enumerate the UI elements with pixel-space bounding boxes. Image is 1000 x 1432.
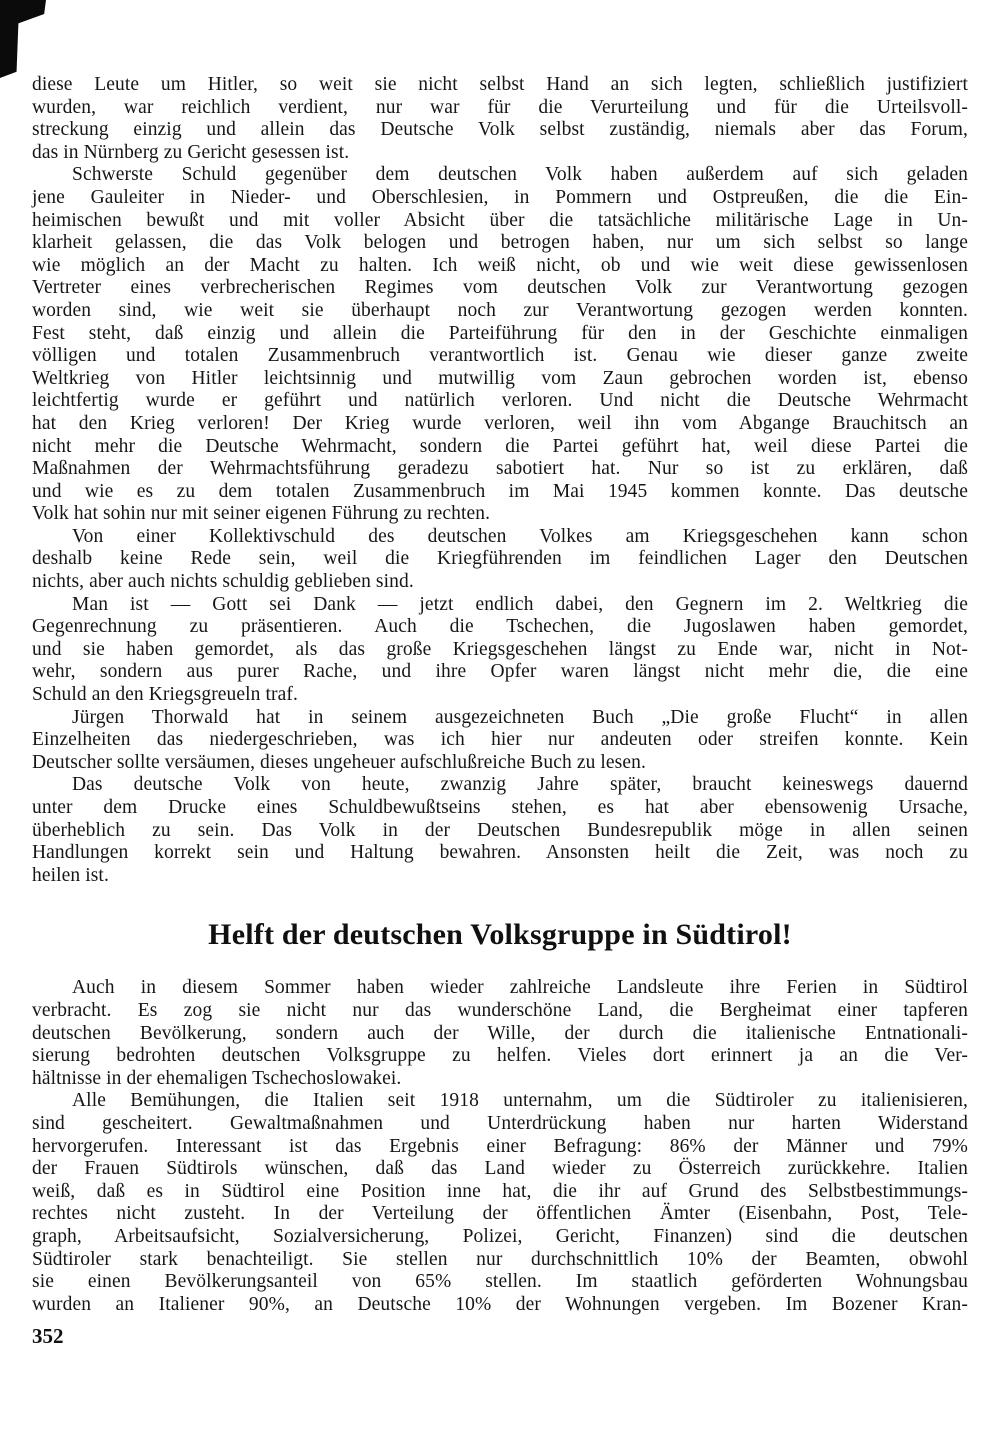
text-line: und wie es zu dem totalen Zusammenbruch im Mai 1945 kommen konnte. Das deutsche	[32, 480, 968, 502]
text-line: wie möglich an der Macht zu halten. Ich weiß nicht, ob und wie weit diese gewissenlosen	[32, 254, 968, 276]
text-line: hervorgerufen. Interessant ist das Ergebnis einer Befragung: 86% der Männer und 79%	[32, 1135, 968, 1157]
text-line: sie einen Bevölkerungsanteil von 65% stellen. Im staatlich geförderten Wohnungsbau	[32, 1271, 968, 1293]
paragraph	[32, 164, 968, 526]
paragraph	[32, 977, 968, 1090]
text-line: worden sind, wie weit sie überhaupt noch zur Verantwortung gezogen werden konnten.	[32, 299, 968, 321]
scan-artifact-blotch	[0, 0, 46, 78]
paragraph	[32, 774, 968, 887]
text-line: graph, Arbeitsaufsicht, Sozialversicherung, Polizei, Gericht, Finanzen) sind die deutschen	[32, 1225, 968, 1247]
text-line: Jürgen Thorwald hat in seinem ausgezeichneten Buch „Die große Flucht“ in allen	[72, 706, 968, 728]
body-text-above-heading	[32, 74, 968, 887]
text-line: klarheit gelassen, die das Volk belogen und betrogen haben, nur um sich selbst so lange	[32, 232, 968, 254]
text-line: sierung bedrohten deutschen Volksgruppe zu helfen. Vieles dort erinnert ja an die Ver-	[32, 1045, 968, 1067]
text-line: diese Leute um Hitler, so weit sie nicht selbst Hand an sich legten, schließlich justifiziert	[32, 74, 968, 95]
text-line: wehr, sondern aus purer Rache, und ihre Opfer waren längst nicht mehr die, die eine	[32, 661, 968, 683]
text-line: heimischen bewußt und mit voller Absicht über die tatsächliche militärische Lage in Un-	[32, 209, 968, 231]
text-line: Das deutsche Volk von heute, zwanzig Jahre später, braucht keineswegs dauernd	[72, 774, 968, 796]
text-line: Schwerste Schuld gegenüber dem deutschen Volk haben außerdem auf sich geladen	[72, 164, 968, 186]
text-line: der Frauen Südtirols wünschen, daß das Land wieder zu Österreich zurückkehre. Italien	[32, 1158, 968, 1180]
page-number: 352	[32, 1324, 64, 1349]
text-line: Deutscher sollte versäumen, dieses ungeheuer aufschlußreiche Buch zu lesen.	[32, 751, 646, 773]
text-line: sind gescheitert. Gewaltmaßnahmen und Unterdrückung haben nur harten Widerstand	[32, 1112, 968, 1134]
body-text-below-heading	[32, 977, 968, 1316]
text-line: hältnisse in der ehemaligen Tschechoslowakei.	[32, 1067, 402, 1089]
text-line: rechtes nicht zusteht. In der Verteilung der öffentlichen Ämter (Eisenbahn, Post, Tele-	[32, 1203, 968, 1225]
text-line: jene Gauleiter in Nieder- und Oberschlesien, in Pommern und Ostpreußen, die die Ein-	[32, 186, 968, 208]
text-line: Vertreter eines verbrecherischen Regimes vom deutschen Volk zur Verantwortung gezogen	[32, 277, 968, 299]
text-line: Südtiroler stark benachteiligt. Sie stellen nur durchschnittlich 10% der Beamten, obwohl	[32, 1248, 968, 1270]
text-line: Gegenrechnung zu präsentieren. Auch die Tschechen, die Jugoslawen haben gemordet,	[32, 616, 968, 638]
paragraph	[32, 1090, 968, 1316]
text-line: das in Nürnberg zu Gericht gesessen ist.	[32, 141, 350, 163]
text-line: Fest steht, daß einzig und allein die Parteiführung für den in der Geschichte einmaligen	[32, 322, 968, 344]
section-heading: Helft der deutschen Volksgruppe in Südtirol!	[208, 918, 792, 952]
text-line: Von einer Kollektivschuld des deutschen Volkes am Kriegsgeschehen kann schon	[72, 525, 968, 547]
paragraph	[32, 74, 968, 164]
text-line: Maßnahmen der Wehrmachtsführung geradezu sabotiert hat. Nur so ist zu erklären, daß	[32, 458, 968, 480]
text-line: und sie haben gemordet, als das große Kriegsgeschehen längst zu Ende war, nicht in Not-	[32, 638, 968, 660]
text-line: Auch in diesem Sommer haben wieder zahlreiche Landsleute ihre Ferien in Südtirol	[72, 977, 968, 999]
text-line: wurden an Italiener 90%, an Deutsche 10% der Wohnungen vergeben. Im Bozener Kran-	[32, 1293, 968, 1315]
text-line: Man ist — Gott sei Dank — jetzt endlich dabei, den Gegnern im 2. Weltkrieg die	[72, 593, 968, 615]
text-line: nichts, aber auch nichts schuldig geblieben sind.	[32, 571, 414, 593]
paragraph	[32, 594, 968, 707]
text-line: verbracht. Es zog sie nicht nur das wunderschöne Land, die Bergheimat einer tapferen	[32, 999, 968, 1021]
text-line: hat den Krieg verloren! Der Krieg wurde verloren, weil ihn vom Abgange Brauchitsch an	[32, 412, 968, 434]
paragraph	[32, 707, 968, 775]
text-line: Volk hat sohin nur mit seiner eigenen Führung zu rechten.	[32, 503, 491, 525]
text-line: wurden, war reichlich verdient, nur war für die Verurteilung und für die Urteilsvoll-	[32, 96, 968, 118]
text-line: leichtfertig wurde er geführt und natürlich verloren. Und nicht die Deutsche Wehrmacht	[32, 390, 968, 412]
text-line: völligen und totalen Zusammenbruch verantwortlich ist. Genau wie dieser ganze zweite	[32, 345, 968, 367]
text-line: weiß, daß es in Südtirol eine Position inne hat, die ihr auf Grund des Selbstbestimmungs-	[32, 1180, 968, 1202]
text-line: deutschen Bevölkerung, sondern auch der Wille, der durch die italienische Entnationali-	[32, 1022, 968, 1044]
text-line: überheblich zu sein. Das Volk in der Deutschen Bundesrepublik möge in allen seinen	[32, 819, 968, 841]
text-line: heilen ist.	[32, 864, 109, 886]
paragraph	[32, 526, 968, 594]
text-line: Weltkrieg von Hitler leichtsinnig und mutwillig vom Zaun gebrochen worden ist, ebenso	[32, 367, 968, 389]
text-column	[32, 74, 968, 1349]
text-line: nicht mehr die Deutsche Wehrmacht, sondern die Partei geführt hat, weil diese Partei die	[32, 435, 968, 457]
text-line: Handlungen korrekt sein und Haltung bewahren. Ansonsten heilt die Zeit, was noch zu	[32, 842, 968, 864]
text-line: streckung einzig und allein das Deutsche Volk selbst zuständig, niemals aber das Forum,	[32, 119, 968, 141]
text-line: deshalb keine Rede sein, weil die Kriegführenden im feindlichen Lager den Deutschen	[32, 548, 968, 570]
text-line: Schuld an den Kriegsgreueln traf.	[32, 684, 298, 706]
text-line: Einzelheiten das niedergeschrieben, was ich hier nur andeuten oder streifen konnte. Kein	[32, 729, 968, 751]
text-line: Alle Bemühungen, die Italien seit 1918 unternahm, um die Südtiroler zu italienisieren,	[72, 1090, 968, 1112]
text-line: unter dem Drucke eines Schuldbewußtseins stehen, es hat aber ebensowenig Ursache,	[32, 797, 968, 818]
